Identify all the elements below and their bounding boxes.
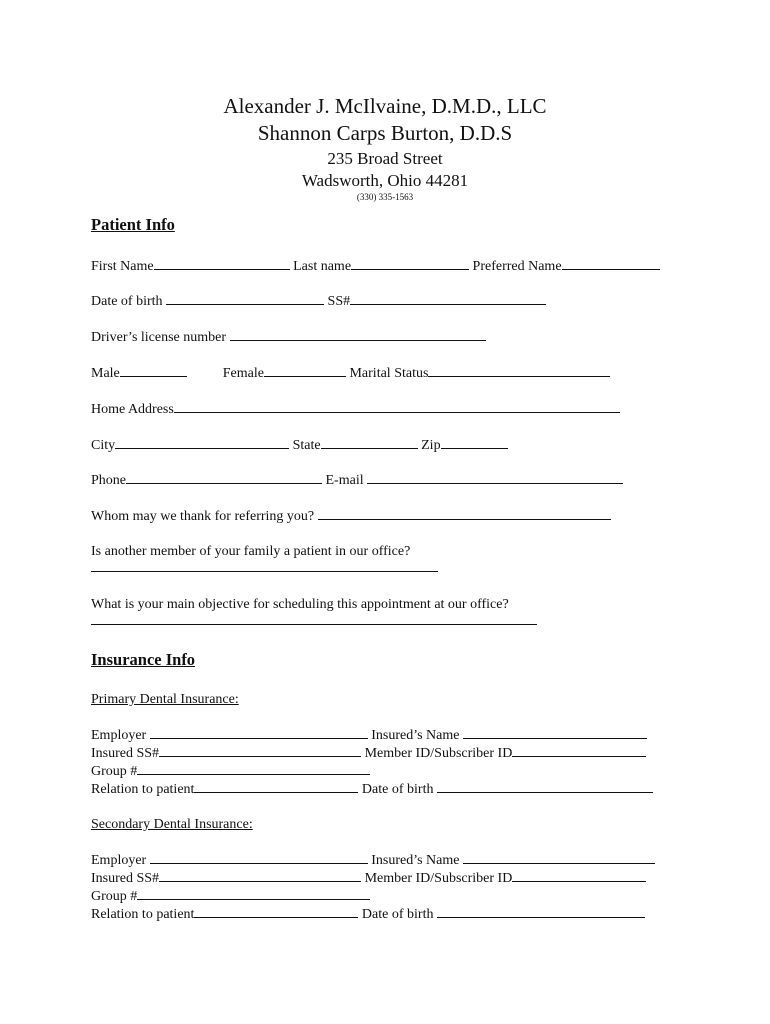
primary-dob-label: Date of birth: [361, 782, 434, 797]
last-name-label: Last name: [293, 259, 352, 274]
zip-field[interactable]: [441, 437, 508, 449]
primary-insured-ss-label: Insured SS#: [91, 746, 160, 761]
male-field[interactable]: [120, 365, 187, 377]
secondary-relation-label: Relation to patient: [91, 907, 195, 922]
dob-ss-row: [91, 293, 546, 310]
state-label: State: [292, 438, 321, 453]
male-label: Male: [91, 366, 120, 381]
email-field[interactable]: [367, 472, 623, 484]
office-phone: (330) 335-1563: [356, 192, 414, 202]
objective-field[interactable]: [91, 613, 537, 625]
primary-insured-name-field[interactable]: [463, 727, 647, 739]
secondary-group-label: Group #: [91, 889, 138, 904]
state-field[interactable]: [321, 437, 418, 449]
secondary-ss-row: [91, 870, 646, 887]
primary-employer-label: Employer: [91, 728, 147, 743]
referral-field[interactable]: [318, 508, 611, 520]
secondary-insured-name-label: Insured’s Name: [371, 853, 460, 868]
gender-marital-row: [91, 365, 610, 382]
primary-insurance-heading: Primary Dental Insurance:: [91, 692, 239, 707]
family-question: Is another member of your family a patient in our office?: [91, 544, 411, 559]
secondary-insured-name-field[interactable]: [463, 852, 655, 864]
secondary-insured-ss-field[interactable]: [159, 870, 361, 882]
home-address-field[interactable]: [174, 401, 620, 413]
secondary-member-id-label: Member ID/Subscriber ID: [364, 871, 513, 886]
secondary-employer-field[interactable]: [150, 852, 368, 864]
email-label: E-mail: [325, 473, 364, 488]
primary-ss-row: [91, 745, 646, 762]
phone-field[interactable]: [126, 472, 322, 484]
name-row: [91, 258, 660, 275]
street-address: 235 Broad Street: [327, 149, 443, 168]
secondary-relation-field[interactable]: [194, 906, 358, 918]
secondary-dob-label: Date of birth: [361, 907, 434, 922]
objective-row: [91, 613, 537, 630]
secondary-employer-label: Employer: [91, 853, 147, 868]
dob-field[interactable]: [166, 293, 324, 305]
primary-member-id-field[interactable]: [512, 745, 646, 757]
phone-email-row: [91, 472, 623, 489]
last-name-field[interactable]: [351, 258, 469, 270]
city-field[interactable]: [115, 437, 289, 449]
family-row: [91, 560, 438, 577]
referral-row: [91, 508, 611, 525]
ss-field[interactable]: [350, 293, 546, 305]
preferred-name-field[interactable]: [562, 258, 660, 270]
secondary-relation-row: [91, 906, 645, 923]
city-state-zip: Wadsworth, Ohio 44281: [301, 171, 469, 190]
phone-label: Phone: [91, 473, 126, 488]
secondary-group-row: [91, 888, 370, 905]
secondary-member-id-field[interactable]: [512, 870, 646, 882]
license-row: [91, 329, 486, 346]
license-field[interactable]: [230, 329, 486, 341]
secondary-insured-ss-label: Insured SS#: [91, 871, 160, 886]
first-name-label: First Name: [91, 259, 154, 274]
city-state-zip-row: [91, 437, 508, 454]
primary-insured-ss-field[interactable]: [159, 745, 361, 757]
primary-employer-field[interactable]: [150, 727, 368, 739]
secondary-insurance-heading: Secondary Dental Insurance:: [91, 817, 253, 832]
marital-status-label: Marital Status: [349, 366, 429, 381]
primary-dob-field[interactable]: [437, 781, 653, 793]
primary-member-id-label: Member ID/Subscriber ID: [364, 746, 513, 761]
primary-employer-row: [91, 727, 647, 744]
practice-name-1: Alexander J. McIlvaine, D.M.D., LLC: [223, 94, 547, 118]
insurance-info-heading: Insurance Info: [91, 650, 196, 669]
secondary-dob-field[interactable]: [437, 906, 645, 918]
female-label: Female: [222, 366, 264, 381]
patient-info-heading: Patient Info: [91, 215, 175, 234]
primary-insured-name-label: Insured’s Name: [371, 728, 460, 743]
female-field[interactable]: [264, 365, 346, 377]
primary-relation-row: [91, 781, 653, 798]
primary-group-field[interactable]: [137, 763, 370, 775]
marital-status-field[interactable]: [428, 365, 610, 377]
city-label: City: [91, 438, 116, 453]
preferred-name-label: Preferred Name: [472, 259, 562, 274]
zip-label: Zip: [421, 438, 441, 453]
ss-label: SS#: [327, 294, 351, 309]
first-name-field[interactable]: [154, 258, 290, 270]
secondary-employer-row: [91, 852, 655, 869]
license-label: Driver’s license number: [91, 330, 227, 345]
primary-relation-label: Relation to patient: [91, 782, 195, 797]
referral-label: Whom may we thank for referring you?: [91, 509, 315, 524]
primary-group-label: Group #: [91, 764, 138, 779]
address-row: [91, 401, 620, 418]
dob-label: Date of birth: [91, 294, 163, 309]
practice-name-2: Shannon Carps Burton, D.D.S: [257, 121, 513, 145]
objective-question: What is your main objective for scheduling this appointment at our office?: [91, 597, 509, 612]
home-address-label: Home Address: [91, 402, 174, 417]
secondary-group-field[interactable]: [137, 888, 370, 900]
primary-group-row: [91, 763, 370, 780]
primary-relation-field[interactable]: [194, 781, 358, 793]
family-field[interactable]: [91, 560, 438, 572]
